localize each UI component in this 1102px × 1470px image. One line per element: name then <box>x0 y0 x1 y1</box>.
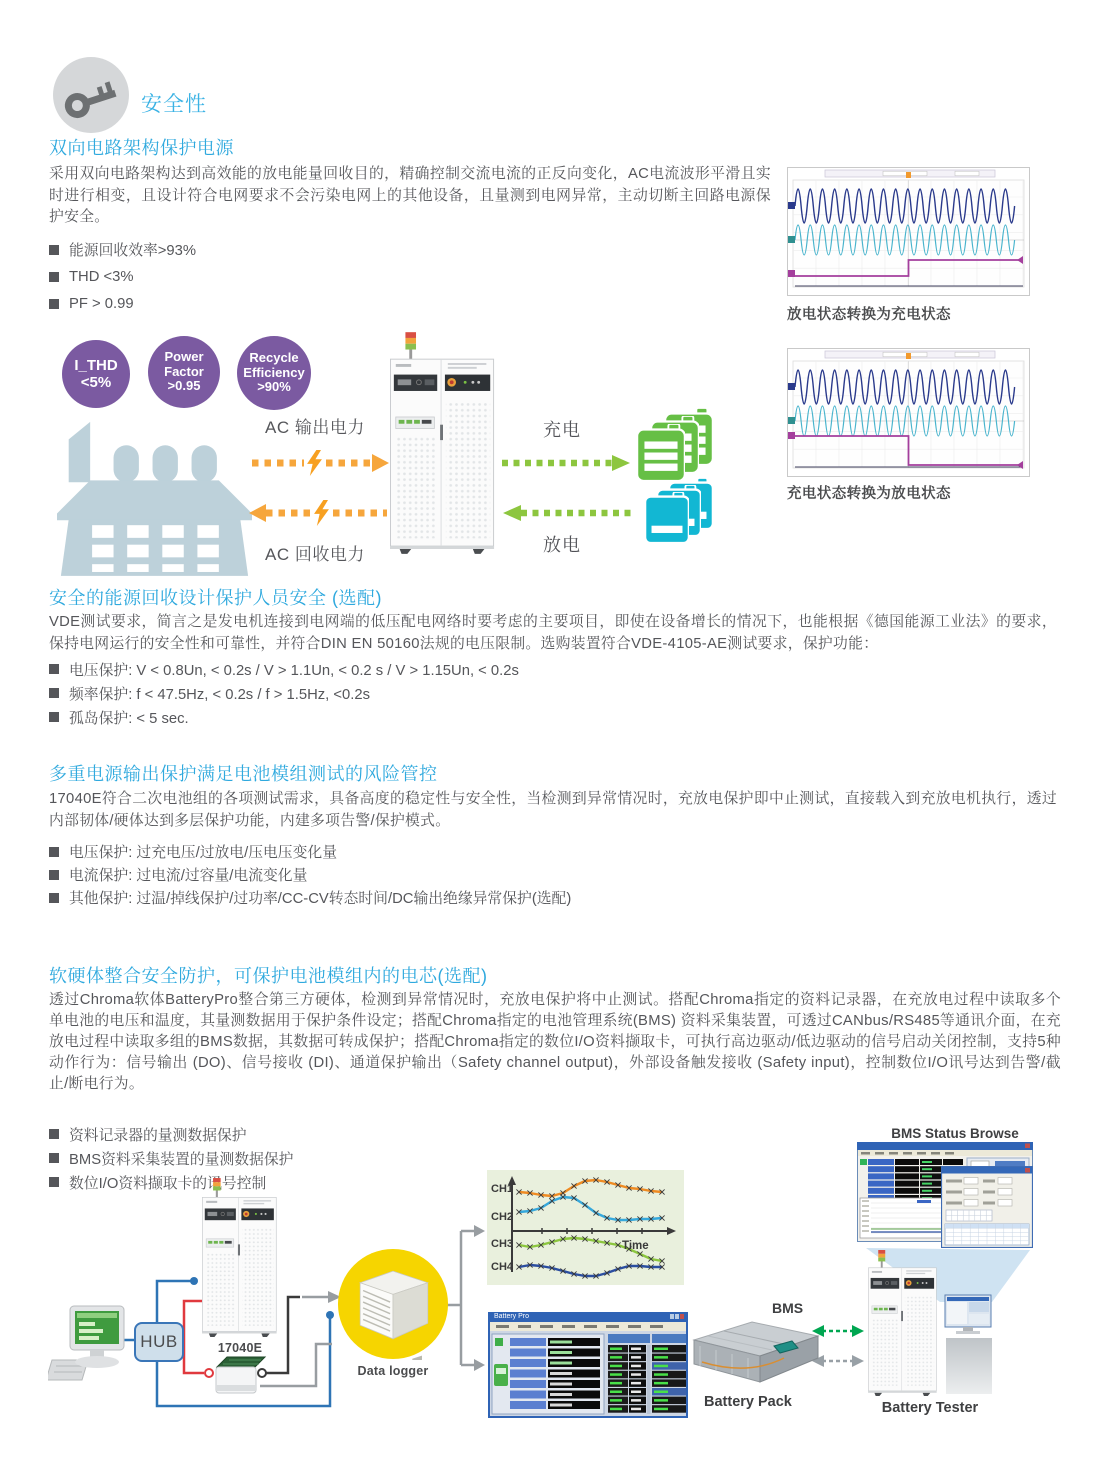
channel-chart <box>487 1170 684 1285</box>
battery-pack-label: Battery Pack <box>704 1394 792 1410</box>
batterypro-window <box>488 1312 688 1418</box>
bullet-text: PF > 0.99 <box>69 295 134 312</box>
charge-label: 充电 <box>543 420 581 440</box>
ac-output-label: AC 输出电力 <box>265 418 365 437</box>
bullet-text: 其他保护: 过温/掉线保护/过功率/CC-CV转态时间/DC输出绝缘异常保护(选配) <box>69 891 572 907</box>
battery-module-icon <box>213 1355 267 1397</box>
ch3-label: CH3 <box>491 1238 514 1250</box>
section3-body: 17040E符合二次电池组的各项测试需求，具备高度的稳定性与安全性，当检测到异常情况时，充放电保护即中止测试，直接载入到充放电机执行，透过内部韧体/硬体达到多层保护功能，内建多项告警/保护模式。 <box>49 791 1057 829</box>
ac-recycle-label: AC 回收电力 <box>265 545 365 564</box>
bullet-text: 孤岛保护: < 5 sec. <box>69 710 189 727</box>
bullet-text: 电压保护: V < 0.8Un, < 0.2s / V > 1.1Un, < 0.2 s / V > 1.15Un, < 0.2s <box>69 662 519 679</box>
tester-stand <box>946 1338 992 1394</box>
bullet-text: THD <3% <box>69 268 134 285</box>
hub-box: HUB <box>134 1322 184 1362</box>
bullet-text: 能源回收效率>93% <box>69 243 197 259</box>
scope1-caption: 放电状态转换为充电状态 <box>787 307 951 323</box>
badge-line: Power <box>164 348 204 364</box>
section2-heading: 安全的能源回收设计保护人员安全 (选配) <box>49 588 382 608</box>
ch1-label: CH1 <box>491 1183 514 1195</box>
bullet-text: 资料记录器的量测数据保护 <box>69 1127 247 1144</box>
badge-line: Factor <box>164 363 204 379</box>
section4-body: 透过Chroma软体BatteryPro整合第三方硬体，检测到异常情况时，充放电保护将中止测试。搭配Chroma指定的资料记录器，在充放电过程中读取多个单电池的电压和温度，其量测数据用于保护条件设定；搭配Chroma指定的电池管理系统(BMS) 资料采集装置，可透过CANbus/RS485等通讯介面，在充放电过程中读取多组的BMS数据，其数据可转成保护；搭配Chroma指定的数位I/O资料撷取卡，可执行高边驱动/低边驱动的信号启动关闭控制，支持5种动作行为：信号输出 (DO)、信号接收 (DI)、通道保护输出（Safety channel output)，外部设备触发接收 (Safety input)，控制数位I/O讯号达到告警/截止/断电行为。 <box>49 992 1061 1092</box>
discharge-label: 放电 <box>543 535 581 555</box>
bullet-text: 数位I/O资料撷取卡的讯号控制 <box>69 1175 267 1192</box>
bms-browse-label: BMS Status Browse <box>891 1126 1019 1141</box>
bullet-text: BMS资料采集装置的量测数据保护 <box>69 1151 294 1168</box>
scope2-caption: 充电状态转换为放电状态 <box>787 486 951 502</box>
badge-line: Efficiency <box>243 364 305 380</box>
badge-line: >90% <box>257 379 291 395</box>
ch4-label: CH4 <box>491 1261 514 1273</box>
red-power-line <box>184 1301 204 1373</box>
badge-line: Recycle <box>249 349 299 365</box>
page-title: 安全性 <box>141 93 207 116</box>
computer-icon <box>48 1298 126 1386</box>
badge-line: <5% <box>80 374 112 391</box>
badge-line: I_THD <box>74 356 118 374</box>
time-axis-label: Time <box>622 1240 649 1252</box>
tester-monitor-icon <box>944 1294 994 1336</box>
bms-dialog-window <box>941 1166 1033 1248</box>
bullet-text: 电流保护: 过电流/过容量/电流变化量 <box>69 868 308 884</box>
section3-heading: 多重电源输出保护满足电池模组测试的风险管控 <box>49 764 438 784</box>
bullet-text: 电压保护: 过充电压/过放电/压电压变化量 <box>69 845 337 861</box>
battery-tester-cabinet <box>868 1250 938 1396</box>
battery-tester-label: Battery Tester <box>881 1400 979 1416</box>
model-label: 17040E <box>217 1341 263 1355</box>
section1-heading: 双向电路架构保护电源 <box>49 138 234 158</box>
bms-label: BMS <box>772 1300 804 1316</box>
bullet-text: 频率保护: f < 47.5Hz, < 0.2s / f > 1.5Hz, <0.2s <box>69 686 371 703</box>
batterypro-title: Battery Pro <box>494 1313 530 1320</box>
datalogger-label: Data logger <box>357 1364 429 1378</box>
section4-heading: 软硬体整合安全防护，可保护电池模组内的电芯(选配) <box>49 966 488 986</box>
section1-body: 采用双向电路架构达到高效能的放电能量回收目的，精确控制交流电流的正反向变化，AC电流波形平滑且实时进行相变，且设计符合电网要求不会污染电网上的其他设备，且量测到电网异常，主动切断主回路电源保护安全。 <box>49 166 771 225</box>
section2-body: VDE测试要求，简言之是发电机连接到电网端的低压配电网络时要考虑的主要项目，即使在设备增长的情况下，也能根据《德国能源工业法》的要求，保持电网运行的安全性和可靠性，并符合DIN EN 50160法规的电压限制。选购装置符合VDE-4105-AE测试要求，保护功能： <box>49 614 1057 652</box>
cabinet-17040e <box>202 1178 278 1337</box>
battery-pack-icon <box>688 1306 828 1394</box>
badge-line: >0.95 <box>167 378 201 394</box>
data-logger-icon <box>337 1248 449 1360</box>
ch2-label: CH2 <box>491 1211 514 1223</box>
